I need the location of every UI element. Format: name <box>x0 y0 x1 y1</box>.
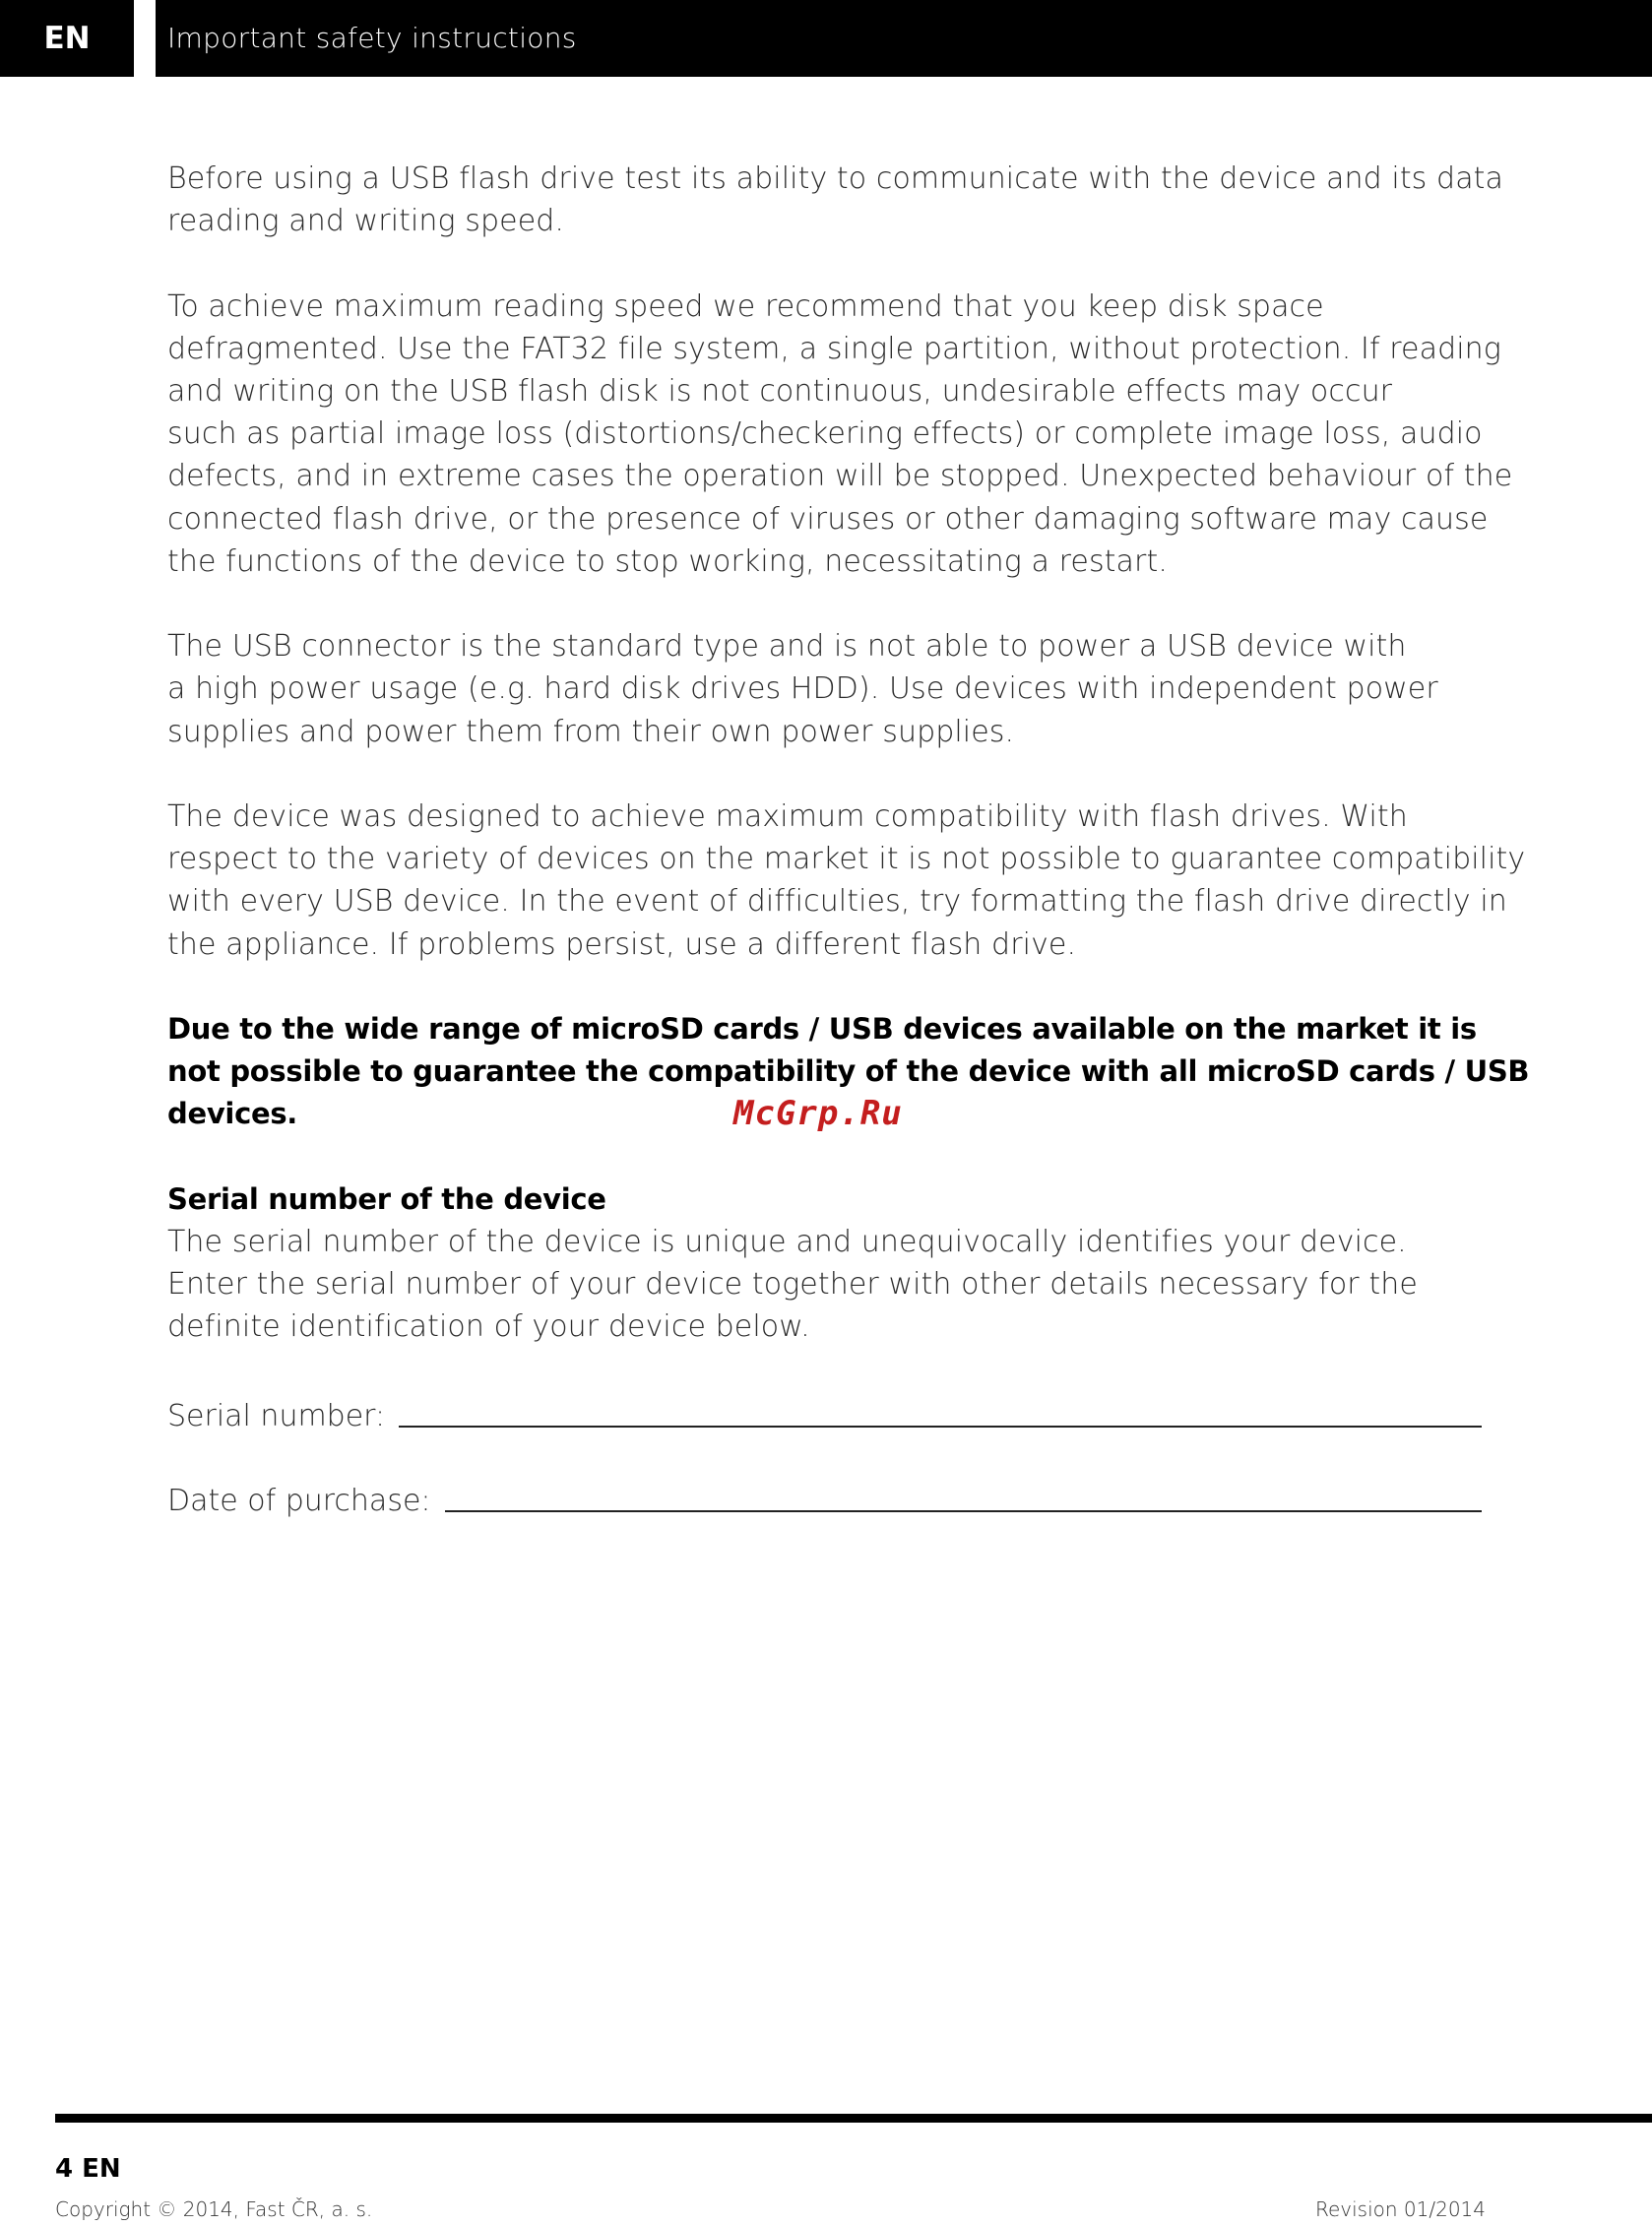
purchase-date-field[interactable] <box>445 1509 1482 1512</box>
text-line: the appliance. If problems persist, use a different flash drive. <box>167 926 1077 962</box>
text-line: Enter the serial number of your device together with other details necessary for the <box>167 1267 1418 1303</box>
serial-number-row <box>167 1391 1482 1433</box>
text-line: connected flash drive, or the presence of viruses or other damaging software may cause <box>167 501 1489 537</box>
text-line: and writing on the USB flash disk is not continuous, undesirable effects may occur <box>167 374 1393 409</box>
serial-number-section <box>167 1178 1482 1349</box>
text-line: supplies and power them from their own power supplies. <box>167 714 1015 749</box>
text-line: The serial number of the device is unique and unequivocally identifies your device. <box>167 1225 1407 1259</box>
language-tab: EN <box>0 0 134 77</box>
text-line: To achieve maximum reading speed we recommend that you keep disk space <box>167 288 1324 324</box>
main-content <box>167 158 1530 1561</box>
header-title-bar <box>156 0 1652 77</box>
text-line: reading and writing speed. <box>167 204 565 239</box>
text-line: The USB connector is the standard type and is not able to power a USB device with <box>167 629 1407 665</box>
text-line: such as partial image loss (distortions/checkering effects) or complete image loss, audio <box>167 416 1483 452</box>
paragraph-reading-speed <box>167 286 1513 583</box>
serial-number-field[interactable] <box>399 1425 1482 1428</box>
text-line: devices. <box>167 1097 298 1131</box>
text-line: The device was designed to achieve maximum compatibility with flash drives. With <box>167 799 1408 834</box>
purchase-date-row <box>167 1476 1482 1518</box>
compatibility-notice <box>167 1008 1530 1136</box>
serial-number-label: Serial number: <box>167 1398 386 1433</box>
watermark: McGrp.Ru <box>733 1094 903 1133</box>
revision-text: Revision 01/2014 <box>1314 2197 1486 2221</box>
page-title: Important safety instructions <box>167 22 577 54</box>
copyright-text: Copyright © 2014, Fast ČR, a. s. <box>55 2197 373 2221</box>
text-line: Due to the wide range of microSD cards / USB devices available on the market it is <box>167 1012 1477 1046</box>
paragraph-usb-connector <box>167 625 1482 753</box>
text-line: not possible to guarantee the compatibility of the device with all microSD cards / USB <box>167 1054 1530 1089</box>
footer-divider <box>55 2114 1652 2123</box>
serial-section-heading: Serial number of the device <box>167 1181 606 1216</box>
text-line: respect to the variety of devices on the market it is not possible to guarantee compatibility <box>167 842 1526 877</box>
text-line: defects, and in extreme cases the operation will be stopped. Unexpected behaviour of the <box>167 459 1513 494</box>
page-number: 4 EN <box>55 2154 121 2184</box>
text-line: defragmented. Use the FAT32 file system, a single partition, without protection. If reading <box>167 331 1501 366</box>
text-line: the functions of the device to stop working, necessitating a restart. <box>167 543 1168 579</box>
paragraph-compatibility <box>167 795 1526 966</box>
text-line: definite identification of your device below. <box>167 1309 810 1345</box>
paragraph-usb-test <box>167 158 1504 242</box>
text-line: a high power usage (e.g. hard disk drives HDD). Use devices with independent power <box>167 671 1438 707</box>
page-header <box>0 0 1652 77</box>
text-line: Before using a USB flash drive test its ability to communicate with the device and its data <box>167 161 1504 196</box>
purchase-date-label: Date of purchase: <box>167 1484 431 1519</box>
text-line: with every USB device. In the event of difficulties, try formatting the flash drive directly in <box>167 884 1507 920</box>
